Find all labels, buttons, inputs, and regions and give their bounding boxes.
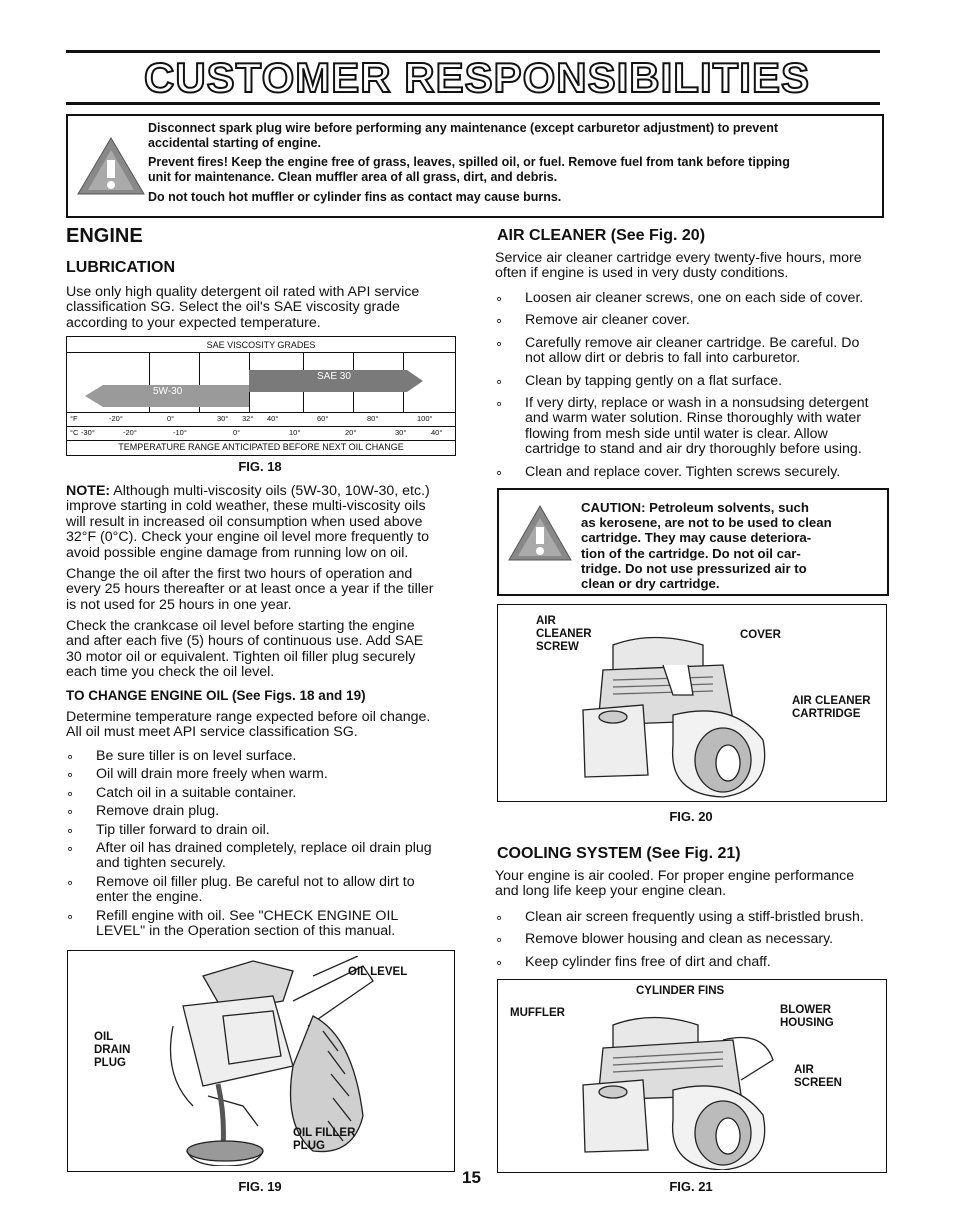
list-item: ∘ Remove blower housing and clean as necessary. bbox=[495, 932, 895, 947]
list-item: ∘ Clean air screen frequently using a stiff-bristled brush. bbox=[495, 910, 895, 925]
lubrication-heading: LUBRICATION bbox=[66, 259, 176, 276]
f-tick: 100° bbox=[417, 414, 433, 423]
list-item: ∘ Remove drain plug. bbox=[66, 804, 461, 819]
warning-triangle-icon bbox=[76, 136, 146, 198]
c-tick: 40° bbox=[431, 428, 443, 437]
chart-footer: TEMPERATURE RANGE ANTICIPATED BEFORE NEXT OIL CHANGE bbox=[118, 442, 404, 452]
air-cleaner-illustration bbox=[573, 625, 793, 800]
cooling-steps bbox=[495, 910, 895, 970]
c-tick: 30° bbox=[395, 428, 407, 437]
c-tick: -20° bbox=[123, 428, 137, 437]
f-tick: -20° bbox=[109, 414, 123, 423]
f-tick: 60° bbox=[317, 414, 329, 423]
list-item: ∘ Clean by tapping gently on a flat surface. bbox=[495, 374, 895, 389]
caution-triangle-icon bbox=[507, 504, 573, 564]
fig19-caption: FIG. 19 bbox=[238, 1179, 282, 1194]
f-tick: 40° bbox=[267, 414, 279, 423]
list-item: ∘ Remove oil filler plug. Be careful not to allow dirt to enter the engine. bbox=[66, 875, 461, 906]
f-tick: 0° bbox=[167, 414, 175, 423]
title-underline bbox=[66, 102, 880, 105]
c-tick: 10° bbox=[289, 428, 301, 437]
change-oil-heading: TO CHANGE ENGINE OIL (See Figs. 18 and 19) bbox=[66, 688, 366, 703]
list-item: ∘ If very dirty, replace or wash in a nonsudsing detergent and warm water solution. Rinse thoroughly with water flowing from mesh side until water is clear. Allow cartridge to stand and air dry thoroughly before using. bbox=[495, 396, 895, 458]
page-title: CUSTOMER RESPONSIBILITIES bbox=[144, 54, 810, 101]
list-item: ∘ After oil has drained completely, replace oil drain plug and tighten securely. bbox=[66, 841, 461, 872]
list-item: ∘ Loosen air cleaner screws, one on each side of cover. bbox=[495, 291, 895, 306]
air-cleaner-paragraph: Service air cleaner cartridge every twenty-five hours, more often if engine is used in very dusty conditions. bbox=[495, 250, 862, 282]
oil-filler-plug-label: OIL FILLER PLUG bbox=[293, 1127, 356, 1152]
list-item: ∘ Tip tiller forward to drain oil. bbox=[66, 823, 461, 838]
air-cleaner-cartridge-label: AIR CLEANER CARTRIDGE bbox=[792, 695, 871, 720]
list-item: ∘ Refill engine with oil. See "CHECK ENGINE OIL LEVEL" in the Operation section of this manual. bbox=[66, 909, 461, 940]
list-item: ∘ Keep cylinder fins free of dirt and chaff. bbox=[495, 955, 895, 970]
warning-line-2b: unit for maintenance. Clean muffler area of all grass, dirt, and debris. bbox=[148, 170, 558, 184]
fig18-caption: FIG. 18 bbox=[238, 459, 282, 474]
list-item: ∘ Remove air cleaner cover. bbox=[495, 313, 895, 328]
muffler-label: MUFFLER bbox=[510, 1007, 565, 1019]
list-item: ∘ Be sure tiller is on level surface. bbox=[66, 749, 461, 764]
top-rule bbox=[66, 50, 880, 53]
list-item: ∘ Catch oil in a suitable container. bbox=[66, 786, 461, 801]
air-cleaner-heading: AIR CLEANER (See Fig. 20) bbox=[497, 227, 706, 244]
check-paragraph: Check the crankcase oil level before starting the engine and after each five (5) hours of continuous use. Add SAE 30 motor oil or equivalent. Tighten oil filler plug securely each time you check the oil level. bbox=[66, 618, 424, 681]
cooling-paragraph: Your engine is air cooled. For proper engine performance and long life keep your engine clean. bbox=[495, 868, 855, 900]
grade-5w30-label: 5W-30 bbox=[153, 386, 183, 397]
f-unit: °F bbox=[70, 414, 78, 423]
warning-line-2a: Prevent fires! Keep the engine free of grass, leaves, spilled oil, or fuel. Remove fuel from tank before tipping bbox=[148, 155, 790, 169]
air-cleaner-screw-label: AIR CLEANER SCREW bbox=[536, 615, 592, 653]
cylinder-fins-label: CYLINDER FINS bbox=[636, 985, 725, 997]
page-number: 15 bbox=[462, 1168, 481, 1187]
warning-line-1b: accidental starting of engine. bbox=[148, 136, 321, 150]
lube-paragraph: Use only high quality detergent oil rated with API service classification SG. Select the oil's SAE viscosity grade according to your expected temperature. bbox=[66, 284, 420, 331]
oil-drain-plug-label: OIL DRAIN PLUG bbox=[94, 1031, 131, 1069]
f-tick: 30° bbox=[217, 414, 229, 423]
air-screen-label: AIR SCREEN bbox=[794, 1064, 842, 1089]
cover-label: COVER bbox=[740, 629, 781, 641]
cooling-system-heading: COOLING SYSTEM (See Fig. 21) bbox=[497, 845, 741, 862]
fig20-caption: FIG. 20 bbox=[669, 809, 713, 824]
list-item: ∘ Oil will drain more freely when warm. bbox=[66, 767, 461, 782]
warning-line-1a: Disconnect spark plug wire before performing any maintenance (except carburetor adjustment) to prevent bbox=[148, 121, 779, 135]
c-tick: 20° bbox=[345, 428, 357, 437]
f-tick: 32° bbox=[242, 414, 254, 423]
c-unit: °C bbox=[70, 428, 79, 437]
c-tick: -30° bbox=[81, 428, 95, 437]
oil-change-steps bbox=[66, 749, 461, 939]
engine-heading: ENGINE bbox=[66, 225, 143, 247]
caution-box bbox=[497, 488, 889, 596]
c-tick: -10° bbox=[173, 428, 187, 437]
f-tick: 80° bbox=[367, 414, 379, 423]
viscosity-chart bbox=[66, 336, 456, 456]
determine-paragraph: Determine temperature range expected before oil change. All oil must meet API service classification SG. bbox=[66, 709, 431, 741]
caution-text: CAUTION: Petroleum solvents, such as kerosene, are not to be used to clean cartridge. They may cause deteriora- tion of the cartridge. Do not oil car- tridge. Do not use pressurized air to clean or dry cartridge. bbox=[581, 500, 832, 592]
warning-line-3: Do not touch hot muffler or cylinder fins as contact may cause burns. bbox=[148, 190, 562, 204]
grade-sae30-label: SAE 30 bbox=[317, 371, 351, 382]
chart-header: SAE VISCOSITY GRADES bbox=[206, 340, 316, 350]
fig20-box bbox=[497, 604, 887, 802]
cooling-system-illustration bbox=[573, 1000, 793, 1170]
list-item: ∘ Carefully remove air cleaner cartridge. Be careful. Do not allow dirt or debris to fall into carburetor. bbox=[495, 336, 895, 367]
tiller-drain-illustration bbox=[163, 956, 393, 1166]
c-tick: 0° bbox=[233, 428, 241, 437]
fig19-box bbox=[67, 950, 455, 1172]
change-paragraph: Change the oil after the first two hours of operation and every 25 hours thereafter or at least once a year if the tiller is not used for 25 hours in one year. bbox=[66, 566, 434, 613]
air-cleaner-steps bbox=[495, 291, 895, 480]
fig21-caption: FIG. 21 bbox=[669, 1179, 713, 1194]
blower-housing-label: BLOWER HOUSING bbox=[780, 1004, 834, 1029]
list-item: ∘ Clean and replace cover. Tighten screws securely. bbox=[495, 465, 895, 480]
oil-level-label: OIL LEVEL bbox=[348, 966, 408, 978]
grade-bars bbox=[67, 352, 455, 412]
fig21-box bbox=[497, 979, 887, 1173]
note-paragraph: NOTE: Although multi-viscosity oils (5W-30, 10W-30, etc.) improve starting in cold weather, these multi-viscosity oils will result in increased oil consumption when used above 32°F (0°C). Check your engine oil level more frequently to avoid possible engine damage from running low on oil. bbox=[66, 483, 430, 561]
